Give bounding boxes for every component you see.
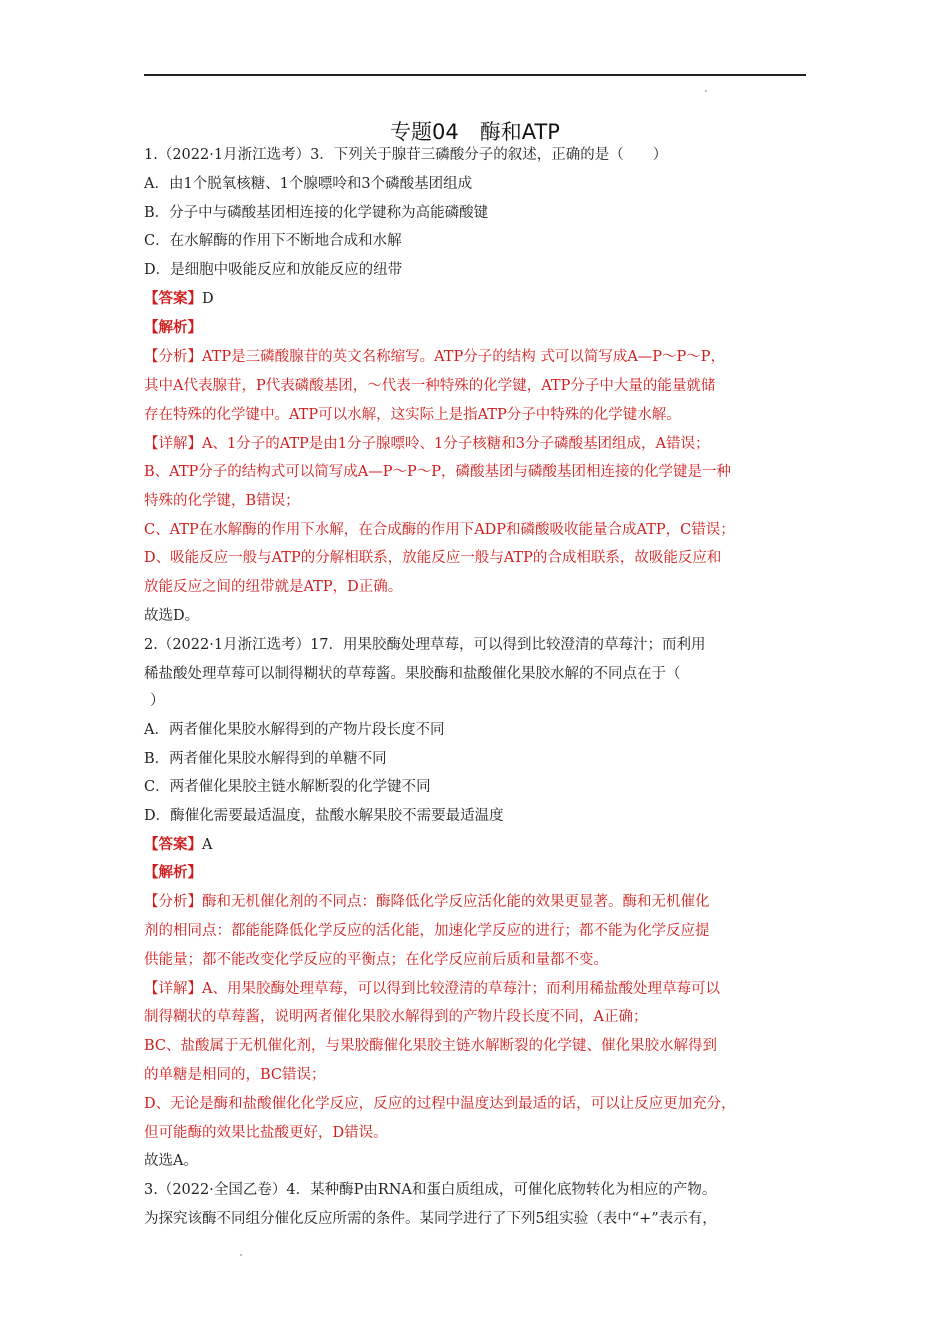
decorative-dot [240, 1254, 242, 1256]
q1-analysis-line: 其中A代表腺苷，P代表磷酸基团，～代表一种特殊的化学键，ATP分子中大量的能量就储 [144, 378, 716, 394]
page-title: 专题04 酶和ATP [390, 120, 560, 144]
q2-detail-line: 但可能酶的效果比盐酸更好，D错误。 [144, 1125, 388, 1141]
q1-detail-line: 特殊的化学键，B错误； [144, 493, 300, 509]
q2-stem-line: ） [150, 693, 165, 709]
q1-stem: 1.（2022·1月浙江选考）3．下列关于腺苷三磷酸分子的叙述，正确的是（ ） [144, 147, 668, 163]
q2-answer [144, 835, 212, 855]
q1-option-d: D．是细胞中吸能反应和放能反应的纽带 [144, 262, 403, 278]
q2-detail-line: 制得糊状的草莓酱，说明两者催化果胶水解得到的产物片段长度不同，A正确； [144, 1009, 648, 1025]
answer-label: 【答案】 [144, 290, 202, 307]
header-rule [144, 74, 806, 76]
q2-detail-line: 【详解】A、用果胶酶处理草莓，可以得到比较澄清的草莓汁；而利用稀盐酸处理草莓可以 [144, 981, 720, 997]
q1-detail-line: C、ATP在水解酶的作用下水解，在合成酶的作用下ADP和磷酸吸收能量合成ATP，C错误； [144, 522, 735, 538]
q2-detail-line: BC、盐酸属于无机催化剂，与果胶酶催化果胶主链水解断裂的化学键、催化果胶水解得到 [144, 1038, 718, 1054]
q1-detail-line: 【详解】A、1分子的ATP是由1分子腺嘌呤、1分子核糖和3分子磷酸基团组成，A错误； [144, 436, 710, 452]
q2-jiexi-label: 【解析】 [144, 864, 202, 881]
q1-detail-line: D、吸能反应一般与ATP的分解相联系，放能反应一般与ATP的合成相联系，故吸能反应和 [144, 550, 722, 566]
decorative-dot [705, 90, 707, 92]
q1-conclusion: 故选D。 [144, 608, 200, 624]
q2-stem-line: 2.（2022·1月浙江选考）17．用果胶酶处理草莓，可以得到比较澄清的草莓汁；而利用 [144, 637, 706, 653]
q2-analysis-line: 剂的相同点：都能能降低化学反应的活化能，加速化学反应的进行；都不能为化学反应提 [144, 923, 710, 939]
answer-label: 【答案】 [144, 836, 202, 853]
q1-option-b: B．分子中与磷酸基团相连接的化学键称为高能磷酸键 [144, 205, 489, 221]
q2-analysis-line: 【分析】酶和无机催化剂的不同点：酶降低化学反应活化能的效果更显著。酶和无机催化 [144, 894, 710, 910]
q1-detail-line: 放能反应之间的纽带就是ATP，D正确。 [144, 579, 403, 595]
q3-stem-line: 3.（2022·全国乙卷）4．某种酶P由RNA和蛋白质组成，可催化底物转化为相应的产物。 [144, 1182, 717, 1198]
q1-analysis-line: 【分析】ATP是三磷酸腺苷的英文名称缩写。ATP分子的结构 式可以简写成A—P～P～P， [144, 349, 726, 365]
q1-detail-line: B、ATP分子的结构式可以简写成A—P～P～P，磷酸基团与磷酸基团相连接的化学键是一种 [144, 464, 731, 480]
answer-value: D [202, 291, 214, 307]
q2-detail-line: D、无论是酶和盐酸催化化学反应，反应的过程中温度达到最适的话，可以让反应更加充分， [144, 1096, 736, 1112]
q1-analysis-line: 存在特殊的化学键中。ATP可以水解，这实际上是指ATP分子中特殊的化学键水解。 [144, 407, 681, 423]
q1-option-c: C．在水解酶的作用下不断地合成和水解 [144, 233, 402, 249]
q2-option-c: C．两者催化果胶主链水解断裂的化学键不同 [144, 779, 431, 795]
q1-option-a: A．由1个脱氧核糖、1个腺嘌呤和3个磷酸基团组成 [144, 176, 473, 192]
q1-jiexi-label: 【解析】 [144, 319, 202, 336]
q2-conclusion: 故选A。 [144, 1153, 198, 1169]
q2-detail-line: 的单糖是相同的，BC错误； [144, 1067, 326, 1083]
q2-analysis-line: 供能量；都不能改变化学反应的平衡点；在化学反应前后质和量都不变。 [144, 952, 608, 968]
q2-option-d: D．酶催化需要最适温度，盐酸水解果胶不需要最适温度 [144, 808, 504, 824]
q1-answer [144, 289, 214, 309]
q2-stem-line: 稀盐酸处理草莓可以制得糊状的草莓酱。果胶酶和盐酸催化果胶水解的不同点在于（ [144, 666, 681, 682]
answer-value: A [202, 837, 213, 853]
q2-option-b: B．两者催化果胶水解得到的单糖不同 [144, 751, 387, 767]
q3-stem-line: 为探究该酶不同组分催化反应所需的条件。某同学进行了下列5组实验（表中“+”表示有， [144, 1211, 717, 1227]
q2-option-a: A．两者催化果胶水解得到的产物片段长度不同 [144, 722, 445, 738]
